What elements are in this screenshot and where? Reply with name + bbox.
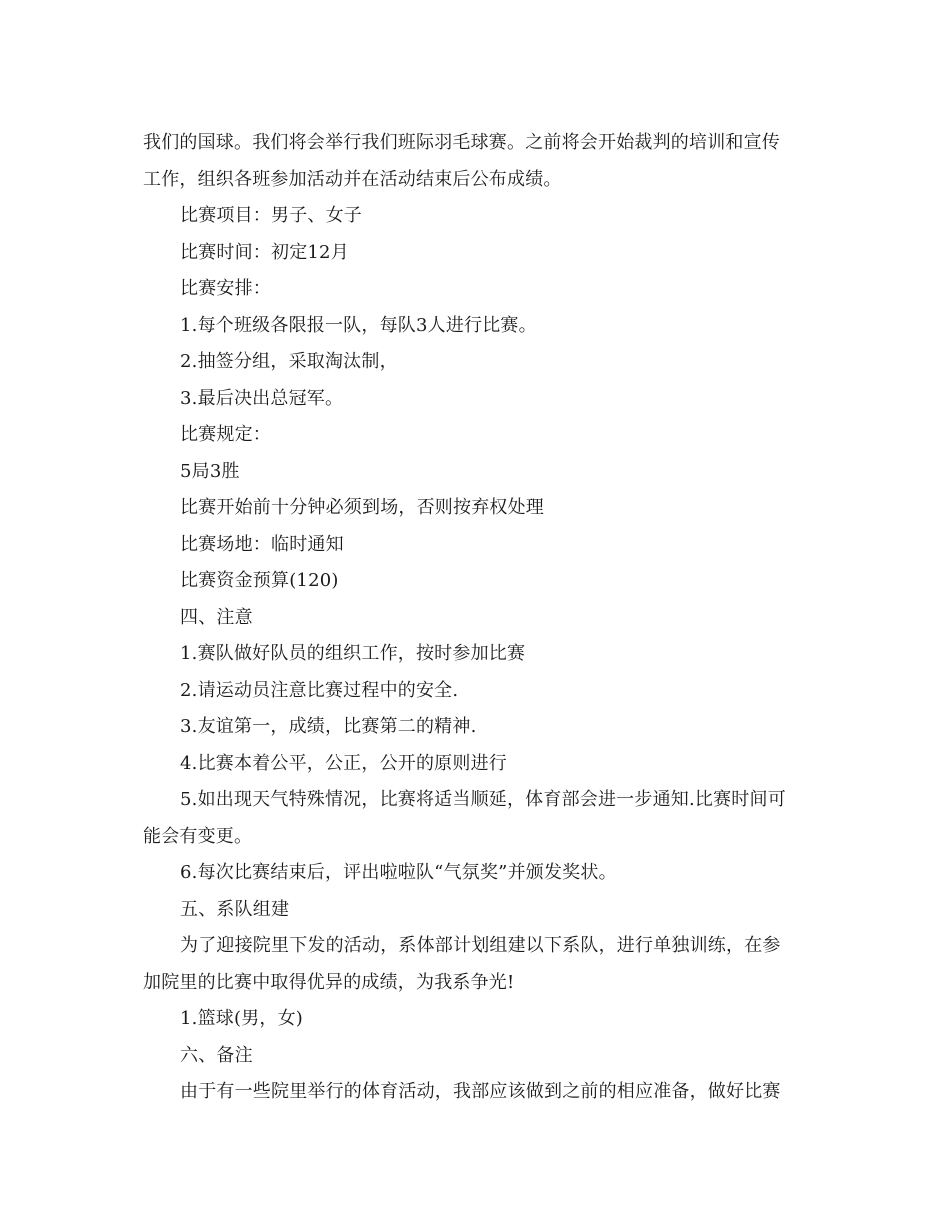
paragraph-line: 4.比赛本着公平，公正，公开的原则进行 xyxy=(180,752,507,774)
paragraph-line: 1.篮球(男，女) xyxy=(180,1008,304,1029)
paragraph-line: 加院里的比赛中取得优异的成绩，为我系争光! xyxy=(143,971,515,993)
paragraph-line: 比赛时间：初定12月 xyxy=(180,241,349,263)
paragraph-line: 2.请运动员注意比赛过程中的安全. xyxy=(180,679,459,701)
paragraph-line: 五、系队组建 xyxy=(180,898,290,920)
document-body xyxy=(143,125,809,1111)
paragraph-line: 由于有一些院里举行的体育活动，我部应该做到之前的相应准备，做好比赛 xyxy=(180,1081,781,1102)
paragraph-line: 比赛开始前十分钟必须到场，否则按弃权处理 xyxy=(180,497,544,518)
paragraph-line: 5.如出现天气特殊情况，比赛将适当顺延，体育部会进一步通知.比赛时间可 xyxy=(180,789,786,810)
paragraph-line: 比赛安排： xyxy=(180,278,271,299)
paragraph-line: 比赛资金预算(120) xyxy=(180,570,339,591)
paragraph-line: 为了迎接院里下发的活动，系体部计划组建以下系队，进行单独训练，在参 xyxy=(180,935,781,956)
paragraph-line: 工作，组织各班参加活动并在活动结束后公布成绩。 xyxy=(143,168,562,190)
paragraph-line: 6.每次比赛结束后，评出啦啦队“气氛奖”并颁发奖状。 xyxy=(180,862,617,883)
paragraph-line: 1.赛队做好队员的组织工作，按时参加比赛 xyxy=(180,643,526,664)
paragraph-line: 我们的国球。我们将会举行我们班际羽毛球赛。之前将会开始裁判的培训和宣传 xyxy=(143,132,780,153)
paragraph-line: 1.每个班级各限报一队，每队3人进行比赛。 xyxy=(180,314,537,336)
paragraph-line: 能会有变更。 xyxy=(143,825,253,847)
paragraph-line: 3.最后决出总冠军。 xyxy=(180,387,344,409)
paragraph-line: 2.抽签分组，采取淘汰制， xyxy=(180,351,398,372)
paragraph-line: 比赛规定： xyxy=(180,424,271,445)
paragraph-line: 四、注意 xyxy=(180,606,253,628)
paragraph-line: 5局3胜 xyxy=(180,460,240,482)
paragraph-line: 比赛场地：临时通知 xyxy=(180,533,344,555)
paragraph-line: 六、备注 xyxy=(180,1044,253,1066)
paragraph-line: 比赛项目：男子、女子 xyxy=(180,205,362,226)
paragraph-line: 3.友谊第一，成绩，比赛第二的精神. xyxy=(180,716,477,737)
